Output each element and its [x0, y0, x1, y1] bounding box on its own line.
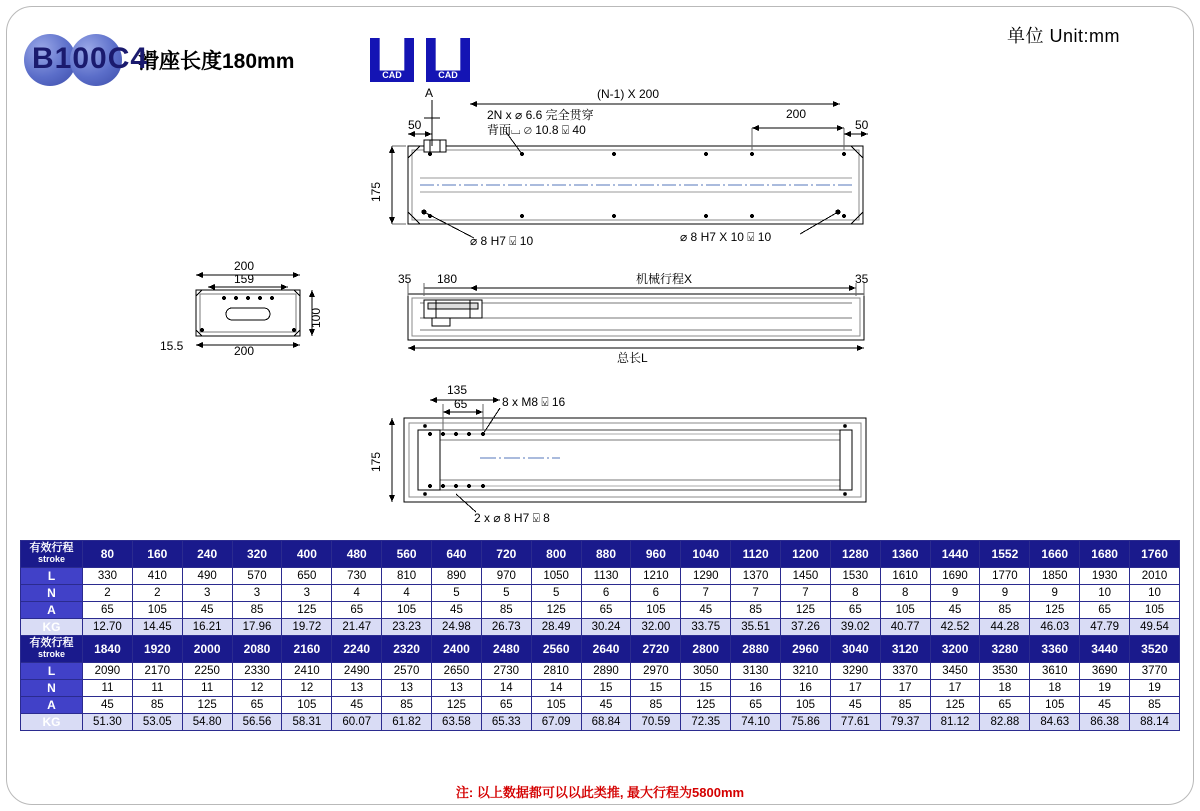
stroke-value-cell: 2480 — [481, 636, 531, 663]
pitch-note: (N-1) X 200 — [597, 87, 660, 101]
cell-l: 970 — [481, 568, 531, 585]
cell-n: 5 — [531, 585, 581, 602]
cell-kg: 12.70 — [83, 619, 133, 636]
cell-a: 45 — [432, 602, 482, 619]
cell-n: 15 — [581, 680, 631, 697]
stroke-value-cell: 1840 — [83, 636, 133, 663]
cell-a: 65 — [581, 602, 631, 619]
cell-kg: 63.58 — [432, 714, 482, 731]
cell-n: 10 — [1130, 585, 1180, 602]
cell-kg: 82.88 — [980, 714, 1030, 731]
stroke-header-cell: 有效行程 stroke — [21, 541, 83, 568]
cell-l: 2410 — [282, 663, 332, 680]
stroke-value-cell: 2720 — [631, 636, 681, 663]
table-note: 注: 以上数据都可以以此类推, 最大行程为5800mm — [455, 785, 745, 800]
cell-a: 85 — [382, 697, 432, 714]
cell-kg: 86.38 — [1080, 714, 1130, 731]
cell-kg: 39.02 — [830, 619, 880, 636]
stroke-value-cell: 1200 — [781, 541, 831, 568]
cad-3d-label-line1: 3D — [442, 60, 454, 70]
cell-l: 410 — [132, 568, 182, 585]
table-row — [21, 568, 1180, 585]
model-name: B100C4 — [32, 42, 149, 75]
cell-n: 11 — [132, 680, 182, 697]
stroke-value-cell: 3360 — [1030, 636, 1080, 663]
cell-l: 2170 — [132, 663, 182, 680]
cell-a: 45 — [1080, 697, 1130, 714]
stroke-value-cell: 1120 — [731, 541, 781, 568]
cell-kg: 26.73 — [481, 619, 531, 636]
cell-l: 2490 — [332, 663, 382, 680]
cell-a: 125 — [282, 602, 332, 619]
cell-n: 13 — [332, 680, 382, 697]
cell-a: 45 — [830, 697, 880, 714]
table-row — [21, 602, 1180, 619]
cell-n: 4 — [332, 585, 382, 602]
cell-l: 650 — [282, 568, 332, 585]
cell-kg: 17.96 — [232, 619, 282, 636]
cell-l: 1050 — [531, 568, 581, 585]
cell-l: 3210 — [781, 663, 831, 680]
cell-l: 2570 — [382, 663, 432, 680]
cell-l: 3770 — [1130, 663, 1180, 680]
cell-l: 2970 — [631, 663, 681, 680]
cell-a: 105 — [531, 697, 581, 714]
cell-a: 125 — [681, 697, 731, 714]
cell-n: 7 — [681, 585, 731, 602]
cell-kg: 65.33 — [481, 714, 531, 731]
stroke-value-cell: 2240 — [332, 636, 382, 663]
cell-l: 3370 — [880, 663, 930, 680]
cell-n: 14 — [531, 680, 581, 697]
cell-n: 18 — [1030, 680, 1080, 697]
cell-a: 45 — [332, 697, 382, 714]
stroke-value-cell: 800 — [531, 541, 581, 568]
stroke-value-cell: 400 — [282, 541, 332, 568]
cell-l: 810 — [382, 568, 432, 585]
cell-n: 8 — [830, 585, 880, 602]
cell-n: 11 — [83, 680, 133, 697]
cell-n: 9 — [980, 585, 1030, 602]
table-row — [21, 714, 1180, 731]
stroke-value-cell: 960 — [631, 541, 681, 568]
table-row — [21, 585, 1180, 602]
cell-kg: 56.56 — [232, 714, 282, 731]
stroke-value-cell: 560 — [382, 541, 432, 568]
cell-n: 13 — [382, 680, 432, 697]
cell-n: 15 — [681, 680, 731, 697]
stroke-value-cell: 2960 — [781, 636, 831, 663]
stroke-value-cell: 3040 — [830, 636, 880, 663]
stroke-value-cell: 1360 — [880, 541, 930, 568]
cell-n: 13 — [432, 680, 482, 697]
cell-n: 6 — [581, 585, 631, 602]
stroke-value-cell: 2800 — [681, 636, 731, 663]
cell-kg: 23.23 — [382, 619, 432, 636]
row-label-kg: KG — [21, 714, 83, 731]
dim-175-bottom-view: 175 — [369, 451, 383, 473]
cell-kg: 35.51 — [731, 619, 781, 636]
cell-a: 45 — [182, 602, 232, 619]
stroke-value-cell: 1040 — [681, 541, 731, 568]
cell-l: 1690 — [930, 568, 980, 585]
dowel-note-bottom: 2 x ⌀ 8 H7 ⍌ 8 — [474, 511, 550, 525]
row-label-a: A — [21, 602, 83, 619]
stroke-value-cell: 2880 — [731, 636, 781, 663]
cell-a: 105 — [282, 697, 332, 714]
cell-n: 3 — [282, 585, 332, 602]
cell-n: 5 — [432, 585, 482, 602]
cell-a: 105 — [781, 697, 831, 714]
cell-l: 3530 — [980, 663, 1030, 680]
cell-l: 1610 — [880, 568, 930, 585]
cell-kg: 58.31 — [282, 714, 332, 731]
cell-a: 85 — [880, 697, 930, 714]
table-row — [21, 697, 1180, 714]
cell-a: 65 — [980, 697, 1030, 714]
stroke-value-cell: 2320 — [382, 636, 432, 663]
cell-kg: 53.05 — [132, 714, 182, 731]
cell-a: 125 — [182, 697, 232, 714]
dim-65: 65 — [454, 397, 468, 411]
cell-kg: 60.07 — [332, 714, 382, 731]
cell-kg: 77.61 — [830, 714, 880, 731]
cell-l: 2890 — [581, 663, 631, 680]
cell-a: 65 — [1080, 602, 1130, 619]
cell-l: 570 — [232, 568, 282, 585]
cell-a: 125 — [1030, 602, 1080, 619]
hole-note-1: 2N x ⌀ 6.6 完全贯穿 — [487, 108, 594, 122]
row-label-a: A — [21, 697, 83, 714]
cell-a: 105 — [132, 602, 182, 619]
stroke-value-cell: 880 — [581, 541, 631, 568]
stroke-value-cell: 3280 — [980, 636, 1030, 663]
cell-n: 18 — [980, 680, 1030, 697]
cell-kg: 75.86 — [781, 714, 831, 731]
dim-175-top-view: 175 — [369, 181, 383, 203]
cell-a: 85 — [731, 602, 781, 619]
stroke-value-cell: 160 — [132, 541, 182, 568]
cell-kg: 40.77 — [880, 619, 930, 636]
cell-kg: 88.14 — [1130, 714, 1180, 731]
dim-100: 100 — [309, 307, 323, 329]
dim-159: 159 — [234, 272, 255, 286]
cell-l: 2250 — [182, 663, 232, 680]
cell-a: 65 — [332, 602, 382, 619]
cell-l: 2810 — [531, 663, 581, 680]
cell-a: 105 — [1030, 697, 1080, 714]
table-row — [21, 636, 1180, 663]
dowel-note-right: ⌀ 8 H7 X 10 ⍌ 10 — [680, 230, 772, 244]
cell-l: 1450 — [781, 568, 831, 585]
cell-kg: 54.80 — [182, 714, 232, 731]
cell-l: 1210 — [631, 568, 681, 585]
cell-l: 3050 — [681, 663, 731, 680]
stroke-value-cell: 640 — [432, 541, 482, 568]
stroke-value-cell: 1680 — [1080, 541, 1130, 568]
cell-l: 1130 — [581, 568, 631, 585]
cell-a: 125 — [781, 602, 831, 619]
cell-a: 105 — [1130, 602, 1180, 619]
row-label-n: N — [21, 585, 83, 602]
row-label-n: N — [21, 680, 83, 697]
cell-kg: 84.63 — [1030, 714, 1080, 731]
specification-table — [20, 540, 1180, 731]
cell-kg: 68.84 — [581, 714, 631, 731]
cell-kg: 42.52 — [930, 619, 980, 636]
cell-n: 11 — [182, 680, 232, 697]
cell-n: 7 — [731, 585, 781, 602]
cell-kg: 70.59 — [631, 714, 681, 731]
cell-l: 1770 — [980, 568, 1030, 585]
cell-n: 17 — [880, 680, 930, 697]
cell-kg: 79.37 — [880, 714, 930, 731]
stroke-value-cell: 1440 — [930, 541, 980, 568]
cell-kg: 33.75 — [681, 619, 731, 636]
dim-200-top: 200 — [786, 107, 807, 121]
stroke-value-cell: 3520 — [1130, 636, 1180, 663]
cell-a: 65 — [83, 602, 133, 619]
cell-n: 17 — [930, 680, 980, 697]
cell-n: 6 — [631, 585, 681, 602]
cell-a: 105 — [382, 602, 432, 619]
cad-2d-label-line1: 2D — [386, 60, 398, 70]
cell-kg: 30.24 — [581, 619, 631, 636]
spec-table — [20, 540, 1180, 731]
cell-a: 85 — [481, 602, 531, 619]
stroke-value-cell: 240 — [182, 541, 232, 568]
stroke-value-cell: 480 — [332, 541, 382, 568]
cell-n: 14 — [481, 680, 531, 697]
stroke-value-cell: 720 — [481, 541, 531, 568]
cell-l: 2650 — [432, 663, 482, 680]
cell-n: 3 — [232, 585, 282, 602]
stroke-value-cell: 2640 — [581, 636, 631, 663]
cell-a: 65 — [830, 602, 880, 619]
cell-a: 45 — [930, 602, 980, 619]
cell-a: 85 — [980, 602, 1030, 619]
cell-kg: 32.00 — [631, 619, 681, 636]
stroke-value-cell: 80 — [83, 541, 133, 568]
row-label-kg: KG — [21, 619, 83, 636]
hole-note-2: 背面⌴ ⌀ 10.8 ⍌ 40 — [487, 123, 586, 137]
cell-a: 85 — [132, 697, 182, 714]
cell-l: 490 — [182, 568, 232, 585]
unit-label: 单位 Unit:mm — [1007, 26, 1120, 46]
stroke-value-cell: 2080 — [232, 636, 282, 663]
cell-a: 105 — [880, 602, 930, 619]
slide-length-label: 滑座长度180mm — [138, 50, 295, 73]
cell-n: 8 — [880, 585, 930, 602]
cell-n: 2 — [83, 585, 133, 602]
cell-a: 65 — [232, 697, 282, 714]
stroke-value-cell: 2400 — [432, 636, 482, 663]
row-label-l: L — [21, 663, 83, 680]
cell-a: 45 — [581, 697, 631, 714]
cell-kg: 61.82 — [382, 714, 432, 731]
cell-n: 19 — [1130, 680, 1180, 697]
cell-n: 10 — [1080, 585, 1130, 602]
cell-kg: 24.98 — [432, 619, 482, 636]
stroke-value-cell: 320 — [232, 541, 282, 568]
cell-kg: 47.79 — [1080, 619, 1130, 636]
table-row — [21, 619, 1180, 636]
stroke-value-cell: 3440 — [1080, 636, 1130, 663]
cell-n: 16 — [781, 680, 831, 697]
cell-n: 5 — [481, 585, 531, 602]
cell-kg: 44.28 — [980, 619, 1030, 636]
cell-n: 15 — [631, 680, 681, 697]
cell-a: 85 — [631, 697, 681, 714]
cell-l: 1850 — [1030, 568, 1080, 585]
cell-a: 105 — [631, 602, 681, 619]
cell-a: 85 — [1130, 697, 1180, 714]
dim-135: 135 — [447, 383, 468, 397]
cell-l: 890 — [432, 568, 482, 585]
stroke-value-cell: 1660 — [1030, 541, 1080, 568]
cell-n: 17 — [830, 680, 880, 697]
stroke-value-cell: 1280 — [830, 541, 880, 568]
cell-n: 2 — [132, 585, 182, 602]
dim-200-end-top: 200 — [234, 259, 255, 273]
dim-50-left: 50 — [408, 118, 422, 132]
cell-l: 1930 — [1080, 568, 1130, 585]
table-row — [21, 541, 1180, 568]
cell-kg: 16.21 — [182, 619, 232, 636]
cell-n: 9 — [1030, 585, 1080, 602]
cell-n: 12 — [282, 680, 332, 697]
section-marker-a: A — [425, 86, 434, 100]
cell-kg: 67.09 — [531, 714, 581, 731]
table-row — [21, 663, 1180, 680]
stroke-value-cell: 2160 — [282, 636, 332, 663]
cell-l: 2090 — [83, 663, 133, 680]
cell-n: 7 — [781, 585, 831, 602]
stroke-value-cell: 1552 — [980, 541, 1030, 568]
cell-n: 4 — [382, 585, 432, 602]
thread-note: 8 x M8 ⍌ 16 — [502, 395, 566, 409]
cell-kg: 72.35 — [681, 714, 731, 731]
total-length-label: 总长L — [617, 351, 648, 365]
cell-l: 3690 — [1080, 663, 1130, 680]
stroke-value-cell: 2560 — [531, 636, 581, 663]
cell-kg: 37.26 — [781, 619, 831, 636]
cell-n: 9 — [930, 585, 980, 602]
cad-2d-label-line2: CAD — [382, 70, 402, 80]
cell-kg: 49.54 — [1130, 619, 1180, 636]
cell-kg: 21.47 — [332, 619, 382, 636]
dim-35-right: 35 — [855, 272, 869, 286]
cell-a: 45 — [83, 697, 133, 714]
table-row — [21, 680, 1180, 697]
cell-kg: 28.49 — [531, 619, 581, 636]
row-label-l: L — [21, 568, 83, 585]
stroke-header-cell: 有效行程 stroke — [21, 636, 83, 663]
spec-table-body — [21, 541, 1180, 731]
cell-kg: 74.10 — [731, 714, 781, 731]
cell-a: 125 — [531, 602, 581, 619]
stroke-value-cell: 3120 — [880, 636, 930, 663]
cad-3d-label-line2: CAD — [438, 70, 458, 80]
cell-n: 12 — [232, 680, 282, 697]
dim-200-end-bottom: 200 — [234, 344, 255, 358]
cell-a: 125 — [930, 697, 980, 714]
cell-l: 3290 — [830, 663, 880, 680]
cell-n: 19 — [1080, 680, 1130, 697]
cell-l: 730 — [332, 568, 382, 585]
cell-l: 2730 — [481, 663, 531, 680]
cell-l: 1290 — [681, 568, 731, 585]
stroke-value-cell: 1760 — [1130, 541, 1180, 568]
dowel-note-left: ⌀ 8 H7 ⍌ 10 — [470, 234, 534, 248]
stroke-value-cell: 3200 — [930, 636, 980, 663]
cell-l: 330 — [83, 568, 133, 585]
cell-a: 45 — [681, 602, 731, 619]
cell-a: 65 — [481, 697, 531, 714]
cell-l: 2010 — [1130, 568, 1180, 585]
dim-50-right: 50 — [855, 118, 869, 132]
cell-a: 65 — [731, 697, 781, 714]
dim-15-5: 15.5 — [160, 339, 184, 353]
cell-l: 1530 — [830, 568, 880, 585]
cell-l: 3450 — [930, 663, 980, 680]
cell-kg: 14.45 — [132, 619, 182, 636]
cell-l: 1370 — [731, 568, 781, 585]
stroke-label: 机械行程X — [636, 272, 693, 286]
cell-n: 3 — [182, 585, 232, 602]
cell-l: 3610 — [1030, 663, 1080, 680]
dim-35-left: 35 — [398, 272, 412, 286]
cell-a: 125 — [432, 697, 482, 714]
cell-kg: 46.03 — [1030, 619, 1080, 636]
stroke-value-cell: 2000 — [182, 636, 232, 663]
cell-n: 16 — [731, 680, 781, 697]
cell-kg: 19.72 — [282, 619, 332, 636]
cell-kg: 51.30 — [83, 714, 133, 731]
stroke-value-cell: 1920 — [132, 636, 182, 663]
cell-l: 3130 — [731, 663, 781, 680]
dim-180: 180 — [437, 272, 458, 286]
cell-a: 85 — [232, 602, 282, 619]
cell-kg: 81.12 — [930, 714, 980, 731]
cell-l: 2330 — [232, 663, 282, 680]
